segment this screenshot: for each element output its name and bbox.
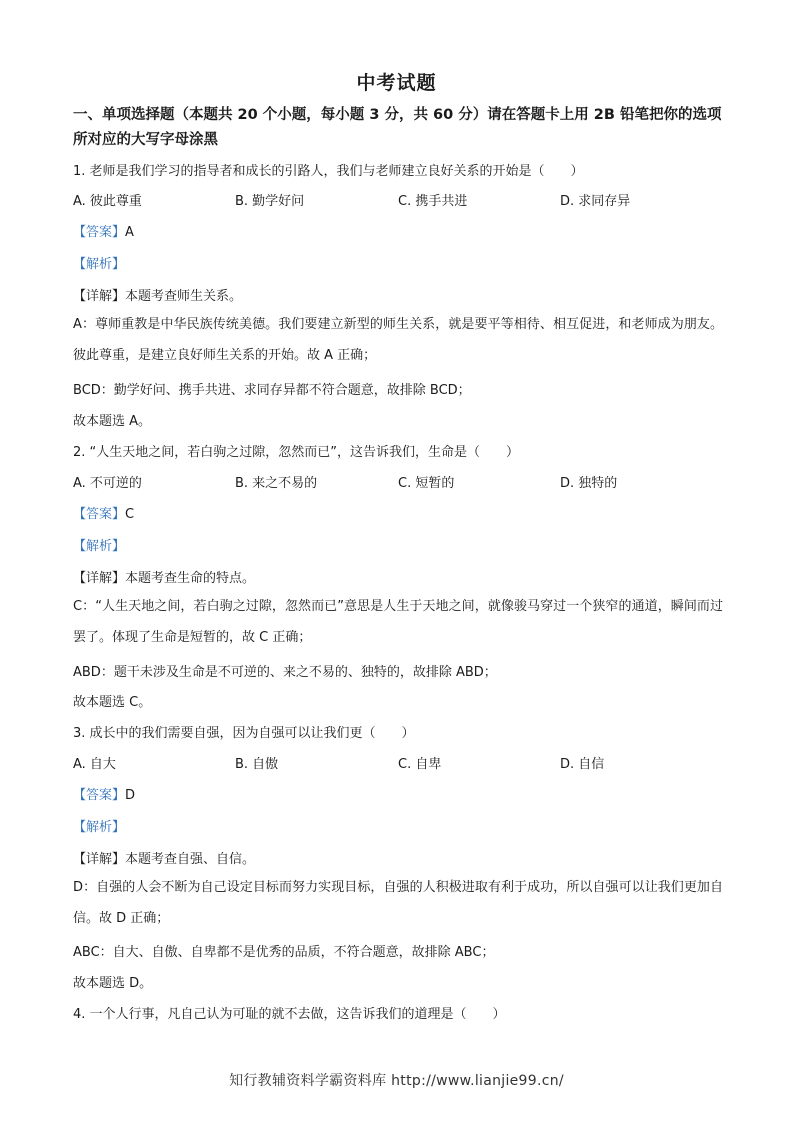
answer-label: 【答案】 (73, 507, 126, 522)
q1-option-a: A. 彼此尊重 (73, 194, 142, 209)
q3-paragraph-1: D：自强的人会不断为自己设定目标而努力实现目标，自强的人积极进取有利于成功，所以自强可以让我们更加自信。故 D 正确； (73, 880, 723, 926)
question-4-stem: 4. 一个人行事，凡自己认为可耻的就不去做，这告诉我们的道理是（ ） (73, 1007, 506, 1022)
q2-option-d: D. 独特的 (560, 476, 618, 491)
q2-option-a: A. 不可逆的 (73, 476, 142, 491)
answer-value: C (125, 507, 135, 522)
q3-detail: 【详解】本题考查自强、自信。 (73, 852, 256, 867)
q3-option-a: A. 自大 (73, 757, 116, 772)
q3-paragraph-2: ABC：自大、自傲、自卑都不是优秀的品质，不符合题意，故排除 ABC； (73, 945, 495, 960)
q2-paragraph-3: 故本题选 C。 (73, 695, 152, 710)
answer-label: 【答案】 (73, 225, 126, 240)
q2-answer (73, 503, 134, 522)
q2-paragraph-2: ABD：题干未涉及生命是不可逆的、来之不易的、独特的，故排除 ABD； (73, 665, 497, 680)
q2-option-c: C. 短暂的 (398, 476, 455, 491)
q2-paragraph-1: C：“人生天地之间，若白驹之过隙，忽然而已”意思是人生于天地之间，就像骏马穿过一个狭窄的通道，瞬间而过罢了。体现了生命是短暂的，故 C 正确； (73, 599, 723, 645)
section-heading: 一、单项选择题（本题共 20 个小题，每小题 3 分，共 60 分）请在答题卡上用 2B 铅笔把你的选项所对应的大写字母涂黑 (73, 107, 722, 148)
q3-option-b: B. 自傲 (235, 757, 279, 772)
q1-option-d: D. 求同存异 (560, 194, 631, 209)
answer-label: 【答案】 (73, 788, 126, 803)
q2-detail: 【详解】本题考查生命的特点。 (73, 571, 256, 586)
footer-watermark: 知行教辅资料学霸资料库 http://www.lianjie99.cn/ (229, 1073, 564, 1089)
page-title: 中考试题 (356, 72, 437, 94)
q1-option-c: C. 携手共进 (398, 194, 468, 209)
question-3-stem: 3. 成长中的我们需要自强，因为自强可以让我们更（ ） (73, 726, 415, 741)
q1-paragraph-1: A：尊师重教是中华民族传统美德。我们要建立新型的师生关系，就是要平等相待、相互促进，和老师成为朋友。彼此尊重，是建立良好师生关系的开始。故 A 正确； (73, 317, 723, 363)
q1-option-b: B. 勤学好问 (235, 194, 305, 209)
answer-value: A (125, 225, 134, 240)
q1-paragraph-3: 故本题选 A。 (73, 414, 152, 429)
q2-option-b: B. 来之不易的 (235, 476, 318, 491)
q1-analysis-label: 【解析】 (73, 257, 126, 272)
q3-paragraph-3: 故本题选 D。 (73, 976, 153, 991)
q3-option-d: D. 自信 (560, 757, 605, 772)
question-1-stem: 1. 老师是我们学习的指导者和成长的引路人，我们与老师建立良好关系的开始是（ ） (73, 164, 584, 179)
q3-answer (73, 784, 135, 803)
q1-paragraph-2: BCD：勤学好问、携手共进、求同存异都不符合题意，故排除 BCD； (73, 383, 471, 398)
answer-value: D (125, 788, 136, 803)
q1-answer (73, 221, 134, 240)
q3-option-c: C. 自卑 (398, 757, 442, 772)
q2-analysis-label: 【解析】 (73, 539, 126, 554)
question-2-stem: 2. “人生天地之间，若白驹之过隙，忽然而已”，这告诉我们，生命是（ ） (73, 445, 520, 460)
q1-detail: 【详解】本题考查师生关系。 (73, 289, 243, 304)
q3-analysis-label: 【解析】 (73, 820, 126, 835)
